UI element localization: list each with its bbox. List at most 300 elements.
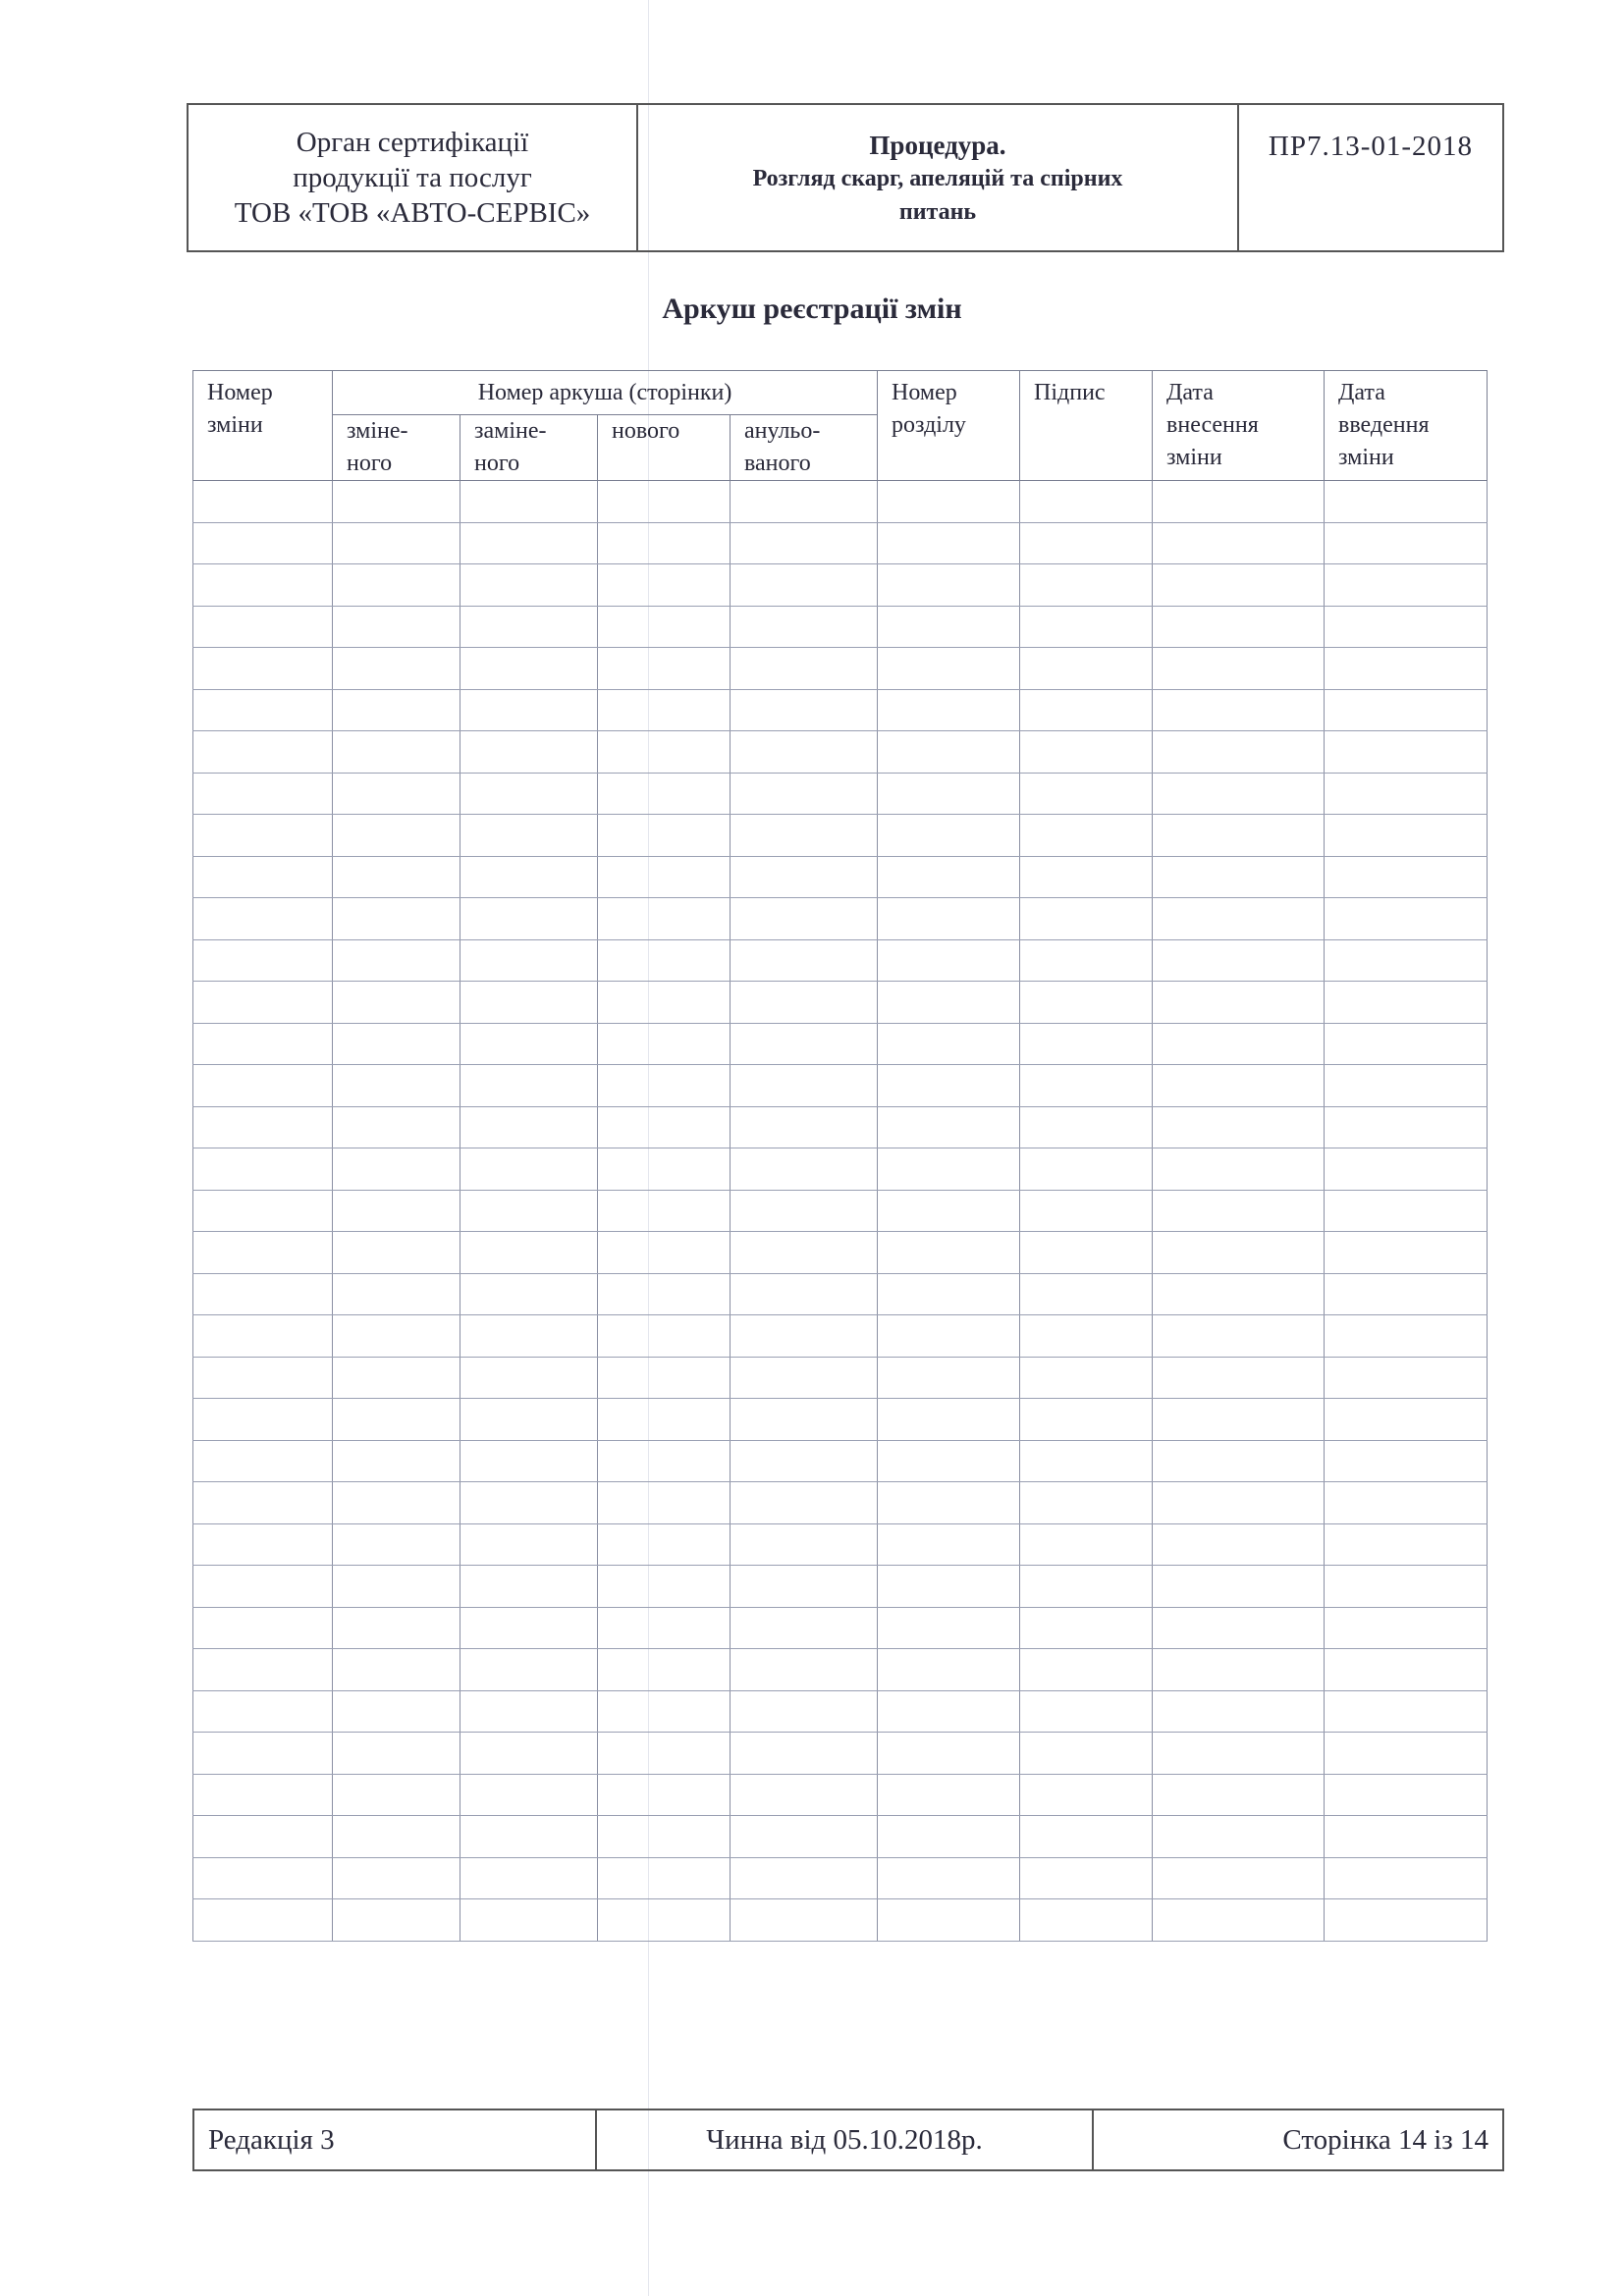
table-cell[interactable] [460, 1065, 598, 1107]
table-cell[interactable] [878, 731, 1020, 774]
table-cell[interactable] [460, 1649, 598, 1691]
table-cell[interactable] [731, 1690, 878, 1733]
table-cell[interactable] [878, 1690, 1020, 1733]
table-cell[interactable] [193, 1899, 333, 1942]
table-cell[interactable] [460, 1023, 598, 1065]
table-cell[interactable] [878, 1440, 1020, 1482]
table-cell[interactable] [333, 1106, 460, 1148]
table-cell[interactable] [1020, 1106, 1153, 1148]
table-cell[interactable] [598, 1232, 731, 1274]
table-cell[interactable] [333, 1482, 460, 1524]
table-cell[interactable] [460, 1399, 598, 1441]
table-cell[interactable] [878, 1232, 1020, 1274]
table-cell[interactable] [333, 1774, 460, 1816]
table-cell[interactable] [731, 1774, 878, 1816]
table-cell[interactable] [333, 1273, 460, 1315]
table-cell[interactable] [1325, 606, 1488, 648]
table-cell[interactable] [731, 648, 878, 690]
table-cell[interactable] [878, 1190, 1020, 1232]
table-cell[interactable] [193, 1357, 333, 1399]
table-cell[interactable] [1020, 856, 1153, 898]
table-cell[interactable] [1020, 815, 1153, 857]
table-cell[interactable] [193, 1106, 333, 1148]
table-cell[interactable] [460, 1690, 598, 1733]
table-cell[interactable] [333, 1816, 460, 1858]
table-cell[interactable] [731, 898, 878, 940]
table-cell[interactable] [731, 1357, 878, 1399]
table-cell[interactable] [878, 648, 1020, 690]
table-cell[interactable] [731, 1607, 878, 1649]
table-cell[interactable] [1325, 689, 1488, 731]
table-cell[interactable] [460, 815, 598, 857]
table-cell[interactable] [333, 1566, 460, 1608]
table-cell[interactable] [193, 1023, 333, 1065]
table-cell[interactable] [731, 1148, 878, 1191]
table-cell[interactable] [731, 856, 878, 898]
table-cell[interactable] [1020, 1857, 1153, 1899]
table-cell[interactable] [731, 982, 878, 1024]
table-cell[interactable] [878, 1106, 1020, 1148]
table-cell[interactable] [731, 1857, 878, 1899]
table-cell[interactable] [878, 1774, 1020, 1816]
table-cell[interactable] [878, 1816, 1020, 1858]
table-cell[interactable] [460, 1440, 598, 1482]
table-cell[interactable] [731, 1733, 878, 1775]
table-cell[interactable] [333, 856, 460, 898]
table-cell[interactable] [1153, 1106, 1325, 1148]
table-cell[interactable] [1325, 1733, 1488, 1775]
table-cell[interactable] [878, 1649, 1020, 1691]
table-cell[interactable] [1325, 1566, 1488, 1608]
table-cell[interactable] [1020, 1607, 1153, 1649]
table-cell[interactable] [333, 481, 460, 523]
table-cell[interactable] [598, 689, 731, 731]
table-cell[interactable] [333, 1232, 460, 1274]
table-cell[interactable] [333, 939, 460, 982]
table-cell[interactable] [1325, 773, 1488, 815]
table-cell[interactable] [1153, 731, 1325, 774]
table-cell[interactable] [731, 481, 878, 523]
table-cell[interactable] [1325, 1190, 1488, 1232]
table-cell[interactable] [1153, 481, 1325, 523]
table-cell[interactable] [193, 982, 333, 1024]
table-cell[interactable] [333, 1148, 460, 1191]
table-cell[interactable] [1020, 1065, 1153, 1107]
table-cell[interactable] [460, 1232, 598, 1274]
table-cell[interactable] [460, 606, 598, 648]
table-cell[interactable] [1153, 1399, 1325, 1441]
table-cell[interactable] [333, 773, 460, 815]
table-cell[interactable] [460, 1315, 598, 1358]
table-cell[interactable] [598, 1649, 731, 1691]
table-cell[interactable] [193, 1816, 333, 1858]
table-cell[interactable] [1325, 648, 1488, 690]
table-cell[interactable] [193, 731, 333, 774]
table-cell[interactable] [333, 606, 460, 648]
table-cell[interactable] [1325, 1482, 1488, 1524]
table-cell[interactable] [1020, 1523, 1153, 1566]
table-cell[interactable] [193, 1649, 333, 1691]
table-cell[interactable] [1020, 1273, 1153, 1315]
table-cell[interactable] [460, 689, 598, 731]
table-cell[interactable] [731, 773, 878, 815]
table-cell[interactable] [193, 689, 333, 731]
table-cell[interactable] [731, 1816, 878, 1858]
table-cell[interactable] [1153, 1649, 1325, 1691]
table-cell[interactable] [1153, 1774, 1325, 1816]
table-cell[interactable] [1153, 898, 1325, 940]
table-cell[interactable] [1020, 1023, 1153, 1065]
table-cell[interactable] [1153, 1065, 1325, 1107]
table-cell[interactable] [1020, 1482, 1153, 1524]
table-cell[interactable] [1153, 1315, 1325, 1358]
table-cell[interactable] [598, 1566, 731, 1608]
table-cell[interactable] [1153, 1690, 1325, 1733]
table-cell[interactable] [1020, 1190, 1153, 1232]
table-cell[interactable] [460, 856, 598, 898]
table-cell[interactable] [333, 1733, 460, 1775]
table-cell[interactable] [878, 1273, 1020, 1315]
table-cell[interactable] [1325, 1774, 1488, 1816]
table-cell[interactable] [193, 1065, 333, 1107]
table-cell[interactable] [193, 522, 333, 564]
table-cell[interactable] [1153, 564, 1325, 607]
table-cell[interactable] [460, 1774, 598, 1816]
table-cell[interactable] [1325, 1899, 1488, 1942]
table-cell[interactable] [1325, 898, 1488, 940]
table-cell[interactable] [1325, 1232, 1488, 1274]
table-cell[interactable] [878, 982, 1020, 1024]
table-cell[interactable] [598, 1357, 731, 1399]
table-cell[interactable] [460, 1733, 598, 1775]
table-cell[interactable] [333, 982, 460, 1024]
table-cell[interactable] [1153, 1357, 1325, 1399]
table-cell[interactable] [460, 939, 598, 982]
table-cell[interactable] [878, 898, 1020, 940]
table-cell[interactable] [598, 1899, 731, 1942]
table-cell[interactable] [598, 1399, 731, 1441]
table-cell[interactable] [333, 1440, 460, 1482]
table-cell[interactable] [193, 1273, 333, 1315]
table-cell[interactable] [598, 1774, 731, 1816]
table-cell[interactable] [598, 522, 731, 564]
table-cell[interactable] [878, 1482, 1020, 1524]
table-cell[interactable] [193, 606, 333, 648]
table-cell[interactable] [598, 1523, 731, 1566]
table-cell[interactable] [731, 1566, 878, 1608]
table-cell[interactable] [598, 1690, 731, 1733]
table-cell[interactable] [731, 606, 878, 648]
table-cell[interactable] [193, 1440, 333, 1482]
table-cell[interactable] [1325, 982, 1488, 1024]
table-cell[interactable] [1153, 1607, 1325, 1649]
table-cell[interactable] [1153, 1816, 1325, 1858]
table-cell[interactable] [193, 1482, 333, 1524]
table-cell[interactable] [878, 1315, 1020, 1358]
table-cell[interactable] [333, 1899, 460, 1942]
table-cell[interactable] [460, 1566, 598, 1608]
table-cell[interactable] [598, 1273, 731, 1315]
table-cell[interactable] [193, 1566, 333, 1608]
table-cell[interactable] [731, 1232, 878, 1274]
table-cell[interactable] [878, 481, 1020, 523]
table-cell[interactable] [731, 815, 878, 857]
table-cell[interactable] [878, 1148, 1020, 1191]
table-cell[interactable] [1153, 1482, 1325, 1524]
table-cell[interactable] [193, 1733, 333, 1775]
table-cell[interactable] [878, 1566, 1020, 1608]
table-cell[interactable] [731, 1023, 878, 1065]
table-cell[interactable] [598, 1733, 731, 1775]
table-cell[interactable] [598, 1065, 731, 1107]
table-cell[interactable] [1020, 606, 1153, 648]
table-cell[interactable] [193, 1857, 333, 1899]
table-cell[interactable] [878, 689, 1020, 731]
table-cell[interactable] [333, 689, 460, 731]
table-cell[interactable] [193, 1148, 333, 1191]
table-cell[interactable] [460, 481, 598, 523]
table-cell[interactable] [878, 939, 1020, 982]
table-cell[interactable] [731, 1190, 878, 1232]
table-cell[interactable] [1020, 1733, 1153, 1775]
table-cell[interactable] [1153, 1733, 1325, 1775]
table-cell[interactable] [731, 1899, 878, 1942]
table-cell[interactable] [1020, 648, 1153, 690]
table-cell[interactable] [1325, 1690, 1488, 1733]
table-cell[interactable] [333, 815, 460, 857]
table-cell[interactable] [731, 1273, 878, 1315]
table-cell[interactable] [1153, 522, 1325, 564]
table-cell[interactable] [598, 1482, 731, 1524]
table-cell[interactable] [731, 1399, 878, 1441]
table-cell[interactable] [333, 564, 460, 607]
table-cell[interactable] [1325, 1023, 1488, 1065]
table-cell[interactable] [333, 1399, 460, 1441]
table-cell[interactable] [1020, 1816, 1153, 1858]
table-cell[interactable] [333, 648, 460, 690]
table-cell[interactable] [1325, 564, 1488, 607]
table-cell[interactable] [193, 1774, 333, 1816]
table-cell[interactable] [1020, 773, 1153, 815]
table-cell[interactable] [731, 731, 878, 774]
table-cell[interactable] [878, 522, 1020, 564]
table-cell[interactable] [333, 898, 460, 940]
table-cell[interactable] [193, 1315, 333, 1358]
table-cell[interactable] [460, 1816, 598, 1858]
table-cell[interactable] [1153, 606, 1325, 648]
table-cell[interactable] [1325, 939, 1488, 982]
table-cell[interactable] [731, 1065, 878, 1107]
table-cell[interactable] [878, 1607, 1020, 1649]
table-cell[interactable] [598, 648, 731, 690]
table-cell[interactable] [1020, 1566, 1153, 1608]
table-cell[interactable] [878, 1733, 1020, 1775]
table-cell[interactable] [1325, 1649, 1488, 1691]
table-cell[interactable] [1325, 1315, 1488, 1358]
table-cell[interactable] [598, 564, 731, 607]
table-cell[interactable] [1020, 939, 1153, 982]
table-cell[interactable] [460, 522, 598, 564]
table-cell[interactable] [460, 564, 598, 607]
table-cell[interactable] [1153, 648, 1325, 690]
table-cell[interactable] [460, 1106, 598, 1148]
table-cell[interactable] [878, 564, 1020, 607]
table-cell[interactable] [1153, 1440, 1325, 1482]
table-cell[interactable] [878, 773, 1020, 815]
table-cell[interactable] [1153, 939, 1325, 982]
table-cell[interactable] [333, 522, 460, 564]
table-cell[interactable] [1325, 1357, 1488, 1399]
table-cell[interactable] [460, 1482, 598, 1524]
table-cell[interactable] [878, 1857, 1020, 1899]
table-cell[interactable] [333, 1190, 460, 1232]
table-cell[interactable] [193, 815, 333, 857]
table-cell[interactable] [1325, 1273, 1488, 1315]
table-cell[interactable] [1153, 1023, 1325, 1065]
table-cell[interactable] [878, 1023, 1020, 1065]
table-cell[interactable] [1153, 1899, 1325, 1942]
table-cell[interactable] [878, 606, 1020, 648]
table-cell[interactable] [1020, 982, 1153, 1024]
table-cell[interactable] [1325, 1148, 1488, 1191]
table-cell[interactable] [460, 1607, 598, 1649]
table-cell[interactable] [1325, 1523, 1488, 1566]
table-cell[interactable] [460, 1190, 598, 1232]
table-cell[interactable] [1153, 1232, 1325, 1274]
table-cell[interactable] [598, 1190, 731, 1232]
table-cell[interactable] [1325, 1816, 1488, 1858]
table-cell[interactable] [598, 1315, 731, 1358]
table-cell[interactable] [460, 1357, 598, 1399]
table-cell[interactable] [598, 1857, 731, 1899]
table-cell[interactable] [878, 856, 1020, 898]
table-cell[interactable] [598, 1106, 731, 1148]
table-cell[interactable] [731, 689, 878, 731]
table-cell[interactable] [193, 898, 333, 940]
table-cell[interactable] [1020, 1440, 1153, 1482]
table-cell[interactable] [1020, 689, 1153, 731]
table-cell[interactable] [193, 1190, 333, 1232]
table-cell[interactable] [333, 1607, 460, 1649]
table-cell[interactable] [1020, 1148, 1153, 1191]
table-cell[interactable] [598, 1816, 731, 1858]
table-cell[interactable] [1325, 1399, 1488, 1441]
table-cell[interactable] [731, 1523, 878, 1566]
table-cell[interactable] [1325, 522, 1488, 564]
table-cell[interactable] [333, 1065, 460, 1107]
table-cell[interactable] [598, 481, 731, 523]
table-cell[interactable] [1020, 1774, 1153, 1816]
table-cell[interactable] [598, 856, 731, 898]
table-cell[interactable] [598, 939, 731, 982]
table-cell[interactable] [1020, 522, 1153, 564]
table-cell[interactable] [1325, 856, 1488, 898]
table-cell[interactable] [193, 648, 333, 690]
table-cell[interactable] [598, 1023, 731, 1065]
table-cell[interactable] [333, 1649, 460, 1691]
table-cell[interactable] [333, 1315, 460, 1358]
table-cell[interactable] [460, 982, 598, 1024]
table-cell[interactable] [598, 1440, 731, 1482]
table-cell[interactable] [878, 1065, 1020, 1107]
table-cell[interactable] [1153, 689, 1325, 731]
table-cell[interactable] [193, 1399, 333, 1441]
table-cell[interactable] [598, 1148, 731, 1191]
table-cell[interactable] [193, 1607, 333, 1649]
table-cell[interactable] [598, 773, 731, 815]
table-cell[interactable] [333, 1023, 460, 1065]
table-cell[interactable] [1020, 1399, 1153, 1441]
table-cell[interactable] [1153, 1857, 1325, 1899]
table-cell[interactable] [460, 731, 598, 774]
table-cell[interactable] [731, 1482, 878, 1524]
table-cell[interactable] [731, 939, 878, 982]
table-cell[interactable] [878, 1523, 1020, 1566]
table-cell[interactable] [598, 815, 731, 857]
table-cell[interactable] [1020, 1899, 1153, 1942]
table-cell[interactable] [1153, 856, 1325, 898]
table-cell[interactable] [193, 564, 333, 607]
table-cell[interactable] [731, 1106, 878, 1148]
table-cell[interactable] [878, 1399, 1020, 1441]
table-cell[interactable] [1325, 1065, 1488, 1107]
table-cell[interactable] [460, 1899, 598, 1942]
table-cell[interactable] [1020, 481, 1153, 523]
table-cell[interactable] [878, 1899, 1020, 1942]
table-cell[interactable] [1153, 1190, 1325, 1232]
table-cell[interactable] [1325, 1106, 1488, 1148]
table-cell[interactable] [878, 815, 1020, 857]
table-cell[interactable] [193, 856, 333, 898]
table-cell[interactable] [333, 1523, 460, 1566]
table-cell[interactable] [731, 564, 878, 607]
table-cell[interactable] [731, 1315, 878, 1358]
table-cell[interactable] [731, 1649, 878, 1691]
table-cell[interactable] [193, 1523, 333, 1566]
table-cell[interactable] [1153, 982, 1325, 1024]
table-cell[interactable] [1153, 1148, 1325, 1191]
table-cell[interactable] [460, 1273, 598, 1315]
table-cell[interactable] [598, 731, 731, 774]
table-cell[interactable] [1020, 1357, 1153, 1399]
table-cell[interactable] [1325, 815, 1488, 857]
table-cell[interactable] [878, 1357, 1020, 1399]
table-cell[interactable] [1020, 731, 1153, 774]
table-cell[interactable] [460, 898, 598, 940]
table-cell[interactable] [1020, 1315, 1153, 1358]
table-cell[interactable] [1325, 1440, 1488, 1482]
table-cell[interactable] [460, 1148, 598, 1191]
table-cell[interactable] [1020, 1690, 1153, 1733]
table-cell[interactable] [333, 1357, 460, 1399]
table-cell[interactable] [1325, 481, 1488, 523]
table-cell[interactable] [1020, 898, 1153, 940]
table-cell[interactable] [1020, 1232, 1153, 1274]
table-cell[interactable] [1020, 1649, 1153, 1691]
table-cell[interactable] [731, 1440, 878, 1482]
table-cell[interactable] [1153, 773, 1325, 815]
table-cell[interactable] [460, 773, 598, 815]
table-cell[interactable] [1153, 1566, 1325, 1608]
table-cell[interactable] [1153, 1273, 1325, 1315]
table-cell[interactable] [460, 1857, 598, 1899]
table-cell[interactable] [598, 982, 731, 1024]
table-cell[interactable] [598, 898, 731, 940]
table-cell[interactable] [598, 606, 731, 648]
table-cell[interactable] [1325, 1607, 1488, 1649]
table-cell[interactable] [333, 1690, 460, 1733]
table-cell[interactable] [598, 1607, 731, 1649]
